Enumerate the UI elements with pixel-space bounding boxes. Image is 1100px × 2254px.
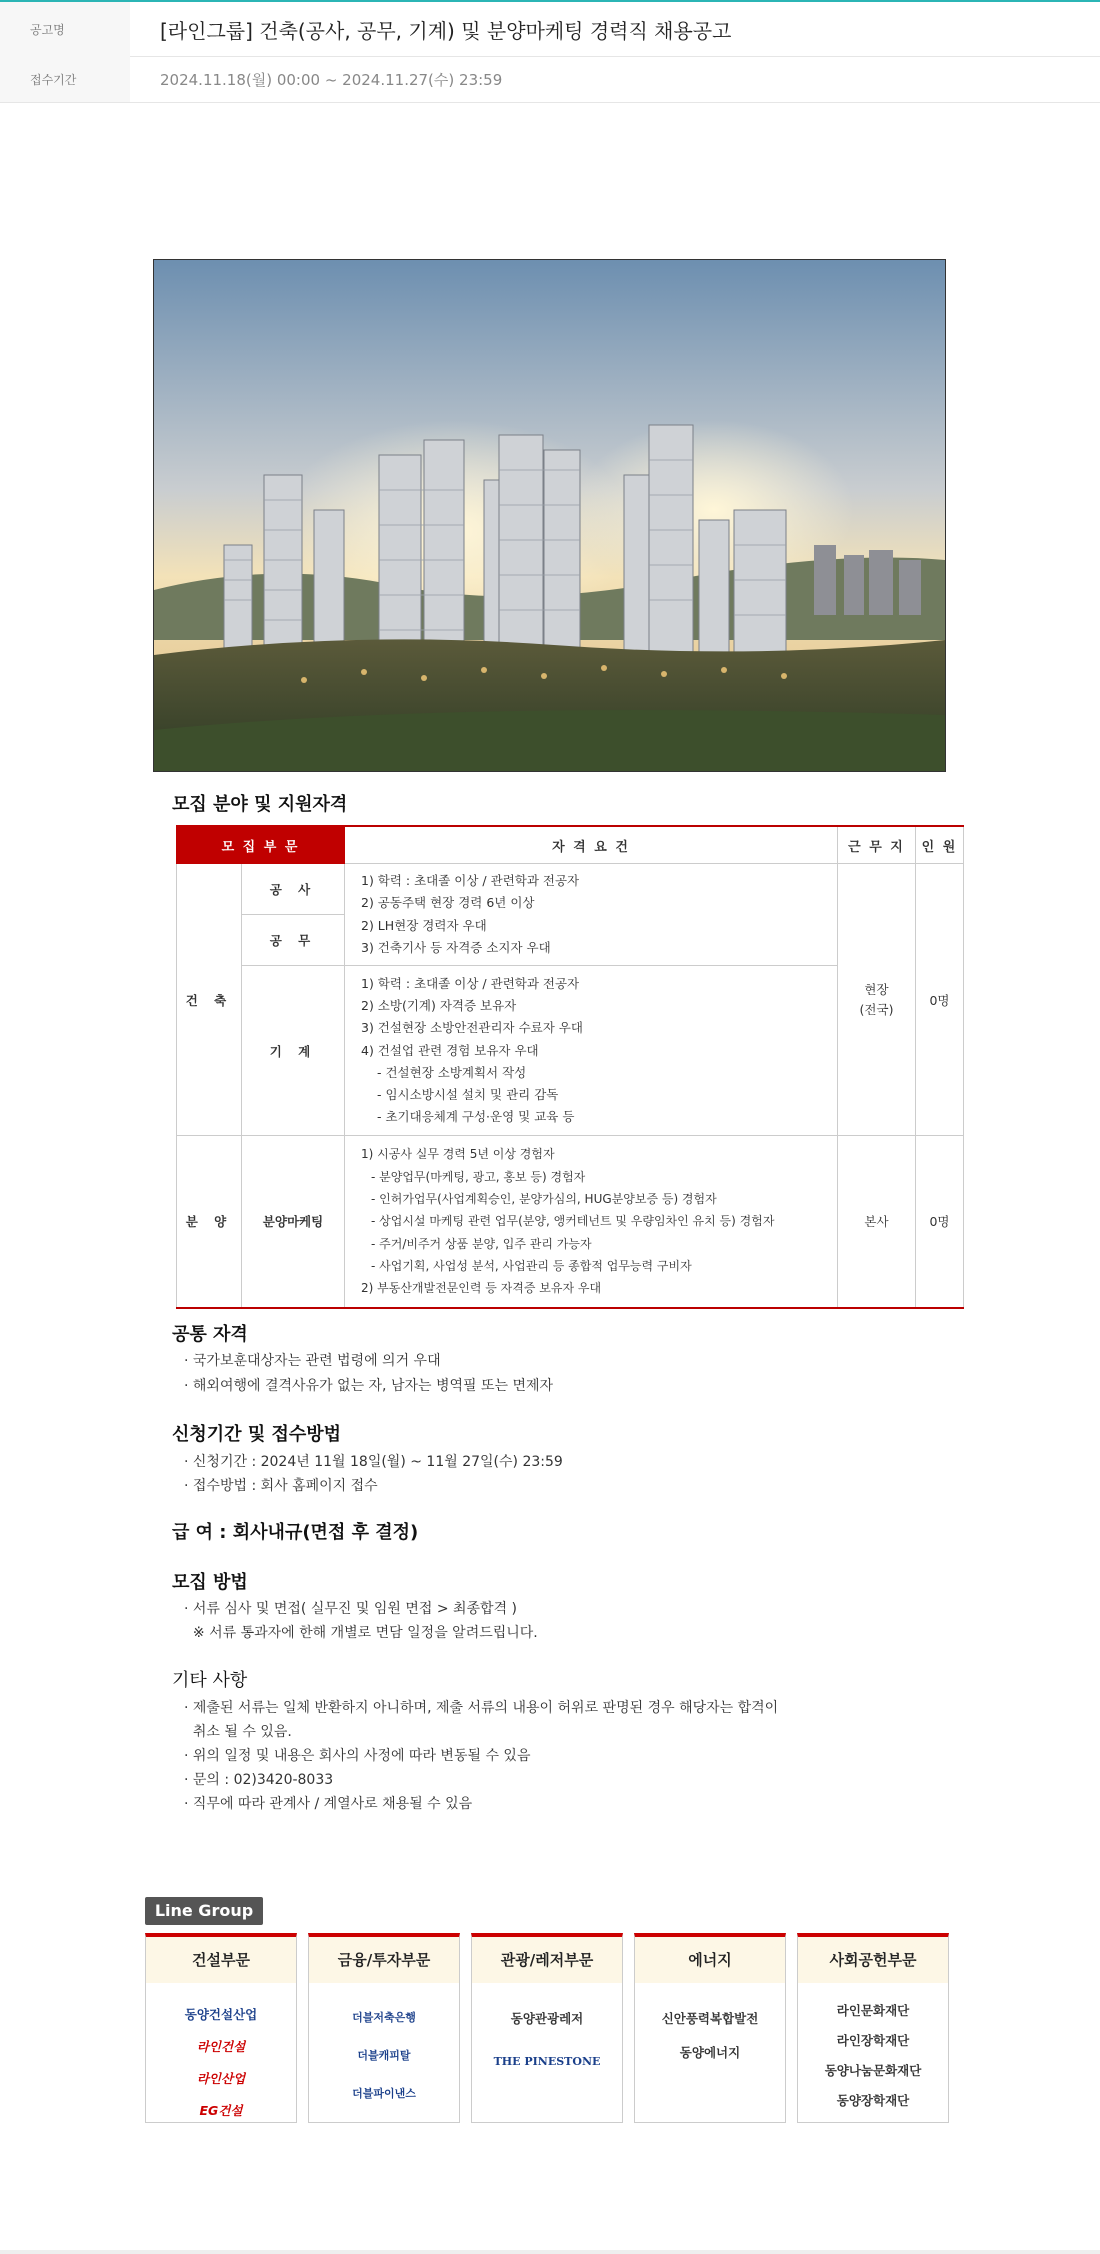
common-item: · 국가보훈대상자는 관련 법령에 의거 우대	[184, 1353, 441, 1369]
sub-construction-work: 공 사	[242, 864, 345, 915]
requirement-line: - 상업시설 마케팅 관련 업무(분양, 앵커테넌트 및 우량임차인 유치 등) 경험자	[371, 1214, 775, 1229]
company-name: 동양건설산업	[184, 2007, 258, 2022]
card-title: 사회공헌부문	[798, 1937, 948, 1983]
col-header-count: 인 원	[916, 826, 964, 864]
count-construction: 0명	[916, 864, 964, 1136]
card-title: 금융/투자부문	[309, 1937, 459, 1983]
apply-item: · 접수방법 : 회사 홈페이지 접수	[184, 1478, 378, 1494]
requirement-line: 1) 시공사 실무 경력 5년 이상 경험자	[361, 1147, 555, 1162]
etc-item: · 문의 : 02)3420-8033	[184, 1772, 334, 1788]
etc-section-title: 기타 사항	[172, 1670, 248, 1691]
period-row	[0, 56, 1100, 103]
location-site: 현장 (전국)	[838, 864, 916, 1136]
company-name: 라인장학재단	[836, 2033, 910, 2048]
period-label: 접수기간	[0, 56, 130, 102]
etc-item-cont: 취소 될 수 있음.	[184, 1724, 292, 1740]
requirement-line: 2) 소방(기계) 자격증 보유자	[361, 997, 517, 1013]
requirement-line: - 분양업무(마케팅, 광고, 홍보 등) 경험자	[371, 1169, 586, 1184]
requirement-line: 1) 학력 : 초대졸 이상 / 관련학과 전공자	[361, 873, 580, 888]
line-group-badge: Line Group	[145, 1897, 263, 1925]
location-hq: 본사	[838, 1136, 916, 1308]
etc-item: · 제출된 서류는 일체 반환하지 아니하며, 제출 서류의 내용이 허위로 판명된 경우 해당자는 합격이	[184, 1700, 779, 1716]
col-header-location: 근 무 지	[838, 826, 916, 864]
card-body	[472, 2009, 622, 2068]
company-name: THE PINESTONE	[493, 2055, 601, 2068]
company-name: 동양에너지	[679, 2045, 741, 2060]
requirements-sales	[345, 1136, 838, 1308]
card-body	[309, 2009, 459, 2101]
count-sales: 0명	[916, 1136, 964, 1308]
title-label: 공고명	[0, 2, 130, 56]
page-bottom-border	[0, 2250, 1100, 2254]
group-card-tourism	[471, 1933, 623, 2123]
company-name: 라인건설	[196, 2039, 246, 2054]
card-title: 관광/레저부문	[472, 1937, 622, 1983]
requirement-line: 2) 공동주택 현장 경력 6년 이상	[361, 895, 535, 911]
company-name: 동양나눔문화재단	[824, 2063, 922, 2078]
requirement-line: - 임시소방시설 설치 및 관리 감독	[377, 1087, 559, 1103]
company-name: EG건설	[199, 2103, 243, 2118]
requirement-line: 4) 건설업 관련 경험 보유자 우대	[361, 1042, 539, 1058]
col-header-dept: 모 집 부 문	[177, 826, 345, 864]
company-name: 동양장학재단	[836, 2093, 910, 2108]
sub-sales-marketing: 분양마케팅	[242, 1136, 345, 1308]
apartment-complex-image	[153, 259, 946, 772]
apply-item: · 신청기간 : 2024년 11월 18일(월) ~ 11월 27일(수) 23:59	[184, 1454, 563, 1470]
requirement-line: 2) 부동산개발전문인력 등 자격증 보유자 우대	[361, 1281, 602, 1296]
requirement-line: 2) LH현장 경력자 우대	[361, 917, 487, 933]
application-period: 2024.11.18(월) 00:00 ~ 2024.11.27(수) 23:59	[160, 70, 503, 89]
title-row	[0, 2, 1100, 57]
sub-construction-admin: 공 무	[242, 915, 345, 966]
requirement-line: 3) 건설현장 소방안전관리자 수료자 우대	[361, 1020, 583, 1036]
group-card-energy	[634, 1933, 786, 2123]
page-title: [라인그룹] 건축(공사, 공무, 기계) 및 분양마케팅 경력직 채용공고	[160, 18, 732, 43]
requirement-line: 3) 건축기사 등 자격증 소지자 우대	[361, 939, 551, 955]
requirements-mechanical	[345, 966, 838, 1136]
company-name: 동양관광레저	[510, 2011, 584, 2026]
group-card-social	[797, 1933, 949, 2123]
requirement-line: - 초기대응체계 구성·운영 및 교육 등	[377, 1109, 575, 1125]
col-header-qualifications: 자 격 요 건	[345, 826, 838, 864]
salary-section-title: 급 여 : 회사내규(면접 후 결정)	[172, 1522, 419, 1543]
requirement-line: 1) 학력 : 초대졸 이상 / 관련학과 전공자	[361, 975, 580, 991]
recruit-section-title: 모집 분야 및 지원자격	[172, 794, 348, 815]
common-section-title: 공통 자격	[172, 1324, 248, 1345]
company-name: 신안풍력복합발전	[661, 2011, 759, 2026]
method-item: · 서류 심사 및 면접( 실무진 및 임원 면접 > 최종합격 )	[184, 1601, 518, 1617]
card-body	[146, 2005, 296, 2119]
card-title: 건설부문	[146, 1937, 296, 1983]
category-construction: 건 축	[177, 864, 242, 1136]
category-sales: 분 양	[177, 1136, 242, 1308]
etc-item: · 위의 일정 및 내용은 회사의 사정에 따라 변동될 수 있음	[184, 1748, 531, 1764]
card-body	[798, 2001, 948, 2109]
apply-section-title: 신청기간 및 접수방법	[172, 1424, 342, 1445]
etc-item: · 직무에 따라 관계사 / 계열사로 채용될 수 있음	[184, 1796, 473, 1812]
requirement-line: - 건설현장 소방계획서 작성	[377, 1064, 527, 1080]
requirement-line: - 주거/비주거 상품 분양, 입주 관리 가능자	[371, 1236, 592, 1251]
company-name: 라인문화재단	[836, 2003, 910, 2018]
company-name: 더블캐피탈	[357, 2049, 411, 2062]
requirements-table	[176, 825, 964, 1309]
group-card-construction	[145, 1933, 297, 2123]
company-name: 더블저축은행	[352, 2011, 416, 2024]
card-body	[635, 2009, 785, 2061]
sub-construction-mechanical: 기 계	[242, 966, 345, 1136]
group-card-finance	[308, 1933, 460, 2123]
requirement-line: - 인허가업무(사업계획승인, 분양가심의, HUG분양보증 등) 경험자	[371, 1191, 717, 1206]
company-name: 라인산업	[196, 2071, 246, 2086]
card-title: 에너지	[635, 1937, 785, 1983]
method-note: ※ 서류 통과자에 한해 개별로 면담 일정을 알려드립니다.	[184, 1625, 538, 1641]
method-section-title: 모집 방법	[172, 1572, 248, 1593]
requirements-construction	[345, 864, 838, 966]
requirement-line: - 사업기획, 사업성 분석, 사업관리 등 종합적 업무능력 구비자	[371, 1258, 692, 1273]
common-item: · 해외여행에 결격사유가 없는 자, 남자는 병역필 또는 면제자	[184, 1378, 554, 1394]
company-name: 더블파이낸스	[352, 2087, 416, 2100]
